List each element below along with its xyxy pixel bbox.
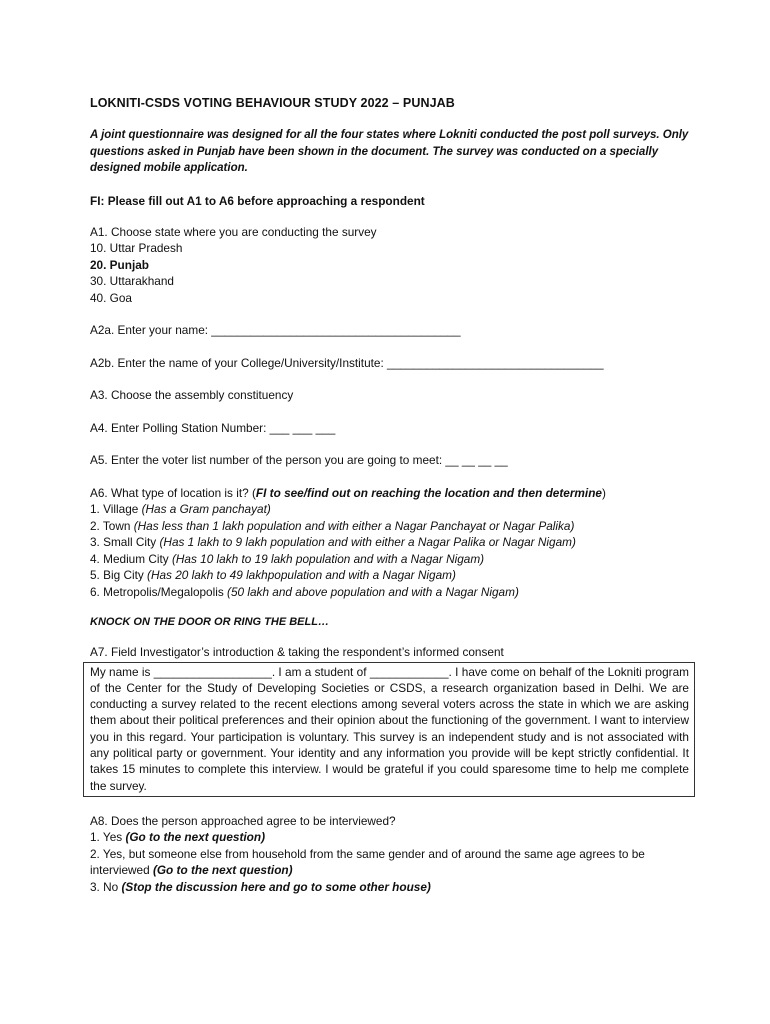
fi-instruction: FI: Please fill out A1 to A6 before approaching a respondent: [90, 193, 425, 208]
a8-option-no: 3. No (Stop the discussion here and go to some other house): [90, 879, 431, 894]
question-a1: [90, 224, 690, 307]
question-a2b: A2b. Enter the name of your College/University/Institute: _________________________________: [90, 355, 604, 370]
question-a6: [90, 485, 690, 601]
a6-option-town: 2. Town (Has less than 1 lakh population and with either a Nagar Panchayat or Nagar Palika): [90, 518, 575, 533]
intro-paragraph: A joint questionnaire was designed for all the four states where Lokniti conducted the post poll surveys. Only questions asked in Punjab have been shown in the document. The survey was conducted on a specially designed mobile application.: [90, 129, 689, 174]
question-a3: A3. Choose the assembly constituency: [90, 388, 294, 402]
a6-instruction: FI to see/find out on reaching the location and then determine: [255, 485, 602, 500]
a7-question: A7. Field Investigator’s introduction & taking the respondent’s informed consent: [90, 645, 504, 659]
a1-option: 10. Uttar Pradesh: [90, 241, 183, 255]
a8-option-yes: 1. Yes (Go to the next question): [90, 830, 266, 845]
question-a8: [90, 813, 690, 896]
a8-question: A8. Does the person approached agree to be interviewed?: [90, 813, 396, 828]
a6-option-medium-city: 4. Medium City (Has 10 lakh to 19 lakh population and with a Nagar Nigam): [90, 551, 485, 566]
question-a5: A5. Enter the voter list number of the person you are going to meet: __ __ __ __: [90, 453, 508, 467]
question-a4: A4. Enter Polling Station Number: ___ ___ ___: [90, 420, 336, 435]
a1-option: 40. Goa: [90, 290, 132, 305]
a6-option-big-city: 5. Big City (Has 20 lakh to 49 lakhpopulation and with a Nagar Nigam): [90, 568, 456, 582]
a1-question: A1. Choose state where you are conducting the survey: [90, 224, 377, 239]
a6-question: A6. What type of location is it? (FI to see/find out on reaching the location and then determine): [90, 485, 606, 500]
a6-option-small-city: 3. Small City (Has 1 lakh to 9 lakh population and with either a Nagar Palika or Nagar Nigam): [90, 535, 576, 549]
consent-text-box: My name is __________________. I am a student of ____________. I have come on behalf of the Lokniti program of the Center for the Study of Developing Societies or CSDS, a research organization based in Delhi. We are conducting a survey related to the recent elections among several voters across the state in which we are asking them about their political preferences and their opinion about the functioning of the government. I want to interview you in this regard. Your participation is voluntary. This survey is an independent study and is not associated with any political party or government. Your identity and any information you provide will be kept strictly confidential. It takes 15 minutes to complete this interview. I would be grateful if you could sparesome time to help me complete the survey.: [83, 662, 695, 797]
a1-option-selected: 20. Punjab: [90, 257, 150, 272]
a8-option-yes-other: 2. Yes, but someone else from household from the same gender and of around the same age agrees to be interviewed (Go to the next question): [90, 846, 645, 878]
question-a7: [90, 644, 690, 797]
a6-option-village: 1. Village (Has a Gram panchayat): [90, 502, 271, 516]
knock-instruction: KNOCK ON THE DOOR OR RING THE BELL…: [90, 616, 329, 628]
question-a2a: A2a. Enter your name: ______________________________________: [90, 323, 461, 337]
a6-option-metropolis: 6. Metropolis/Megalopolis (50 lakh and above population and with a Nagar Nigam): [90, 584, 519, 599]
document-page: [90, 96, 690, 895]
a1-option: 30. Uttarakhand: [90, 274, 174, 288]
document-title: LOKNITI-CSDS VOTING BEHAVIOUR STUDY 2022 – PUNJAB: [90, 96, 455, 110]
